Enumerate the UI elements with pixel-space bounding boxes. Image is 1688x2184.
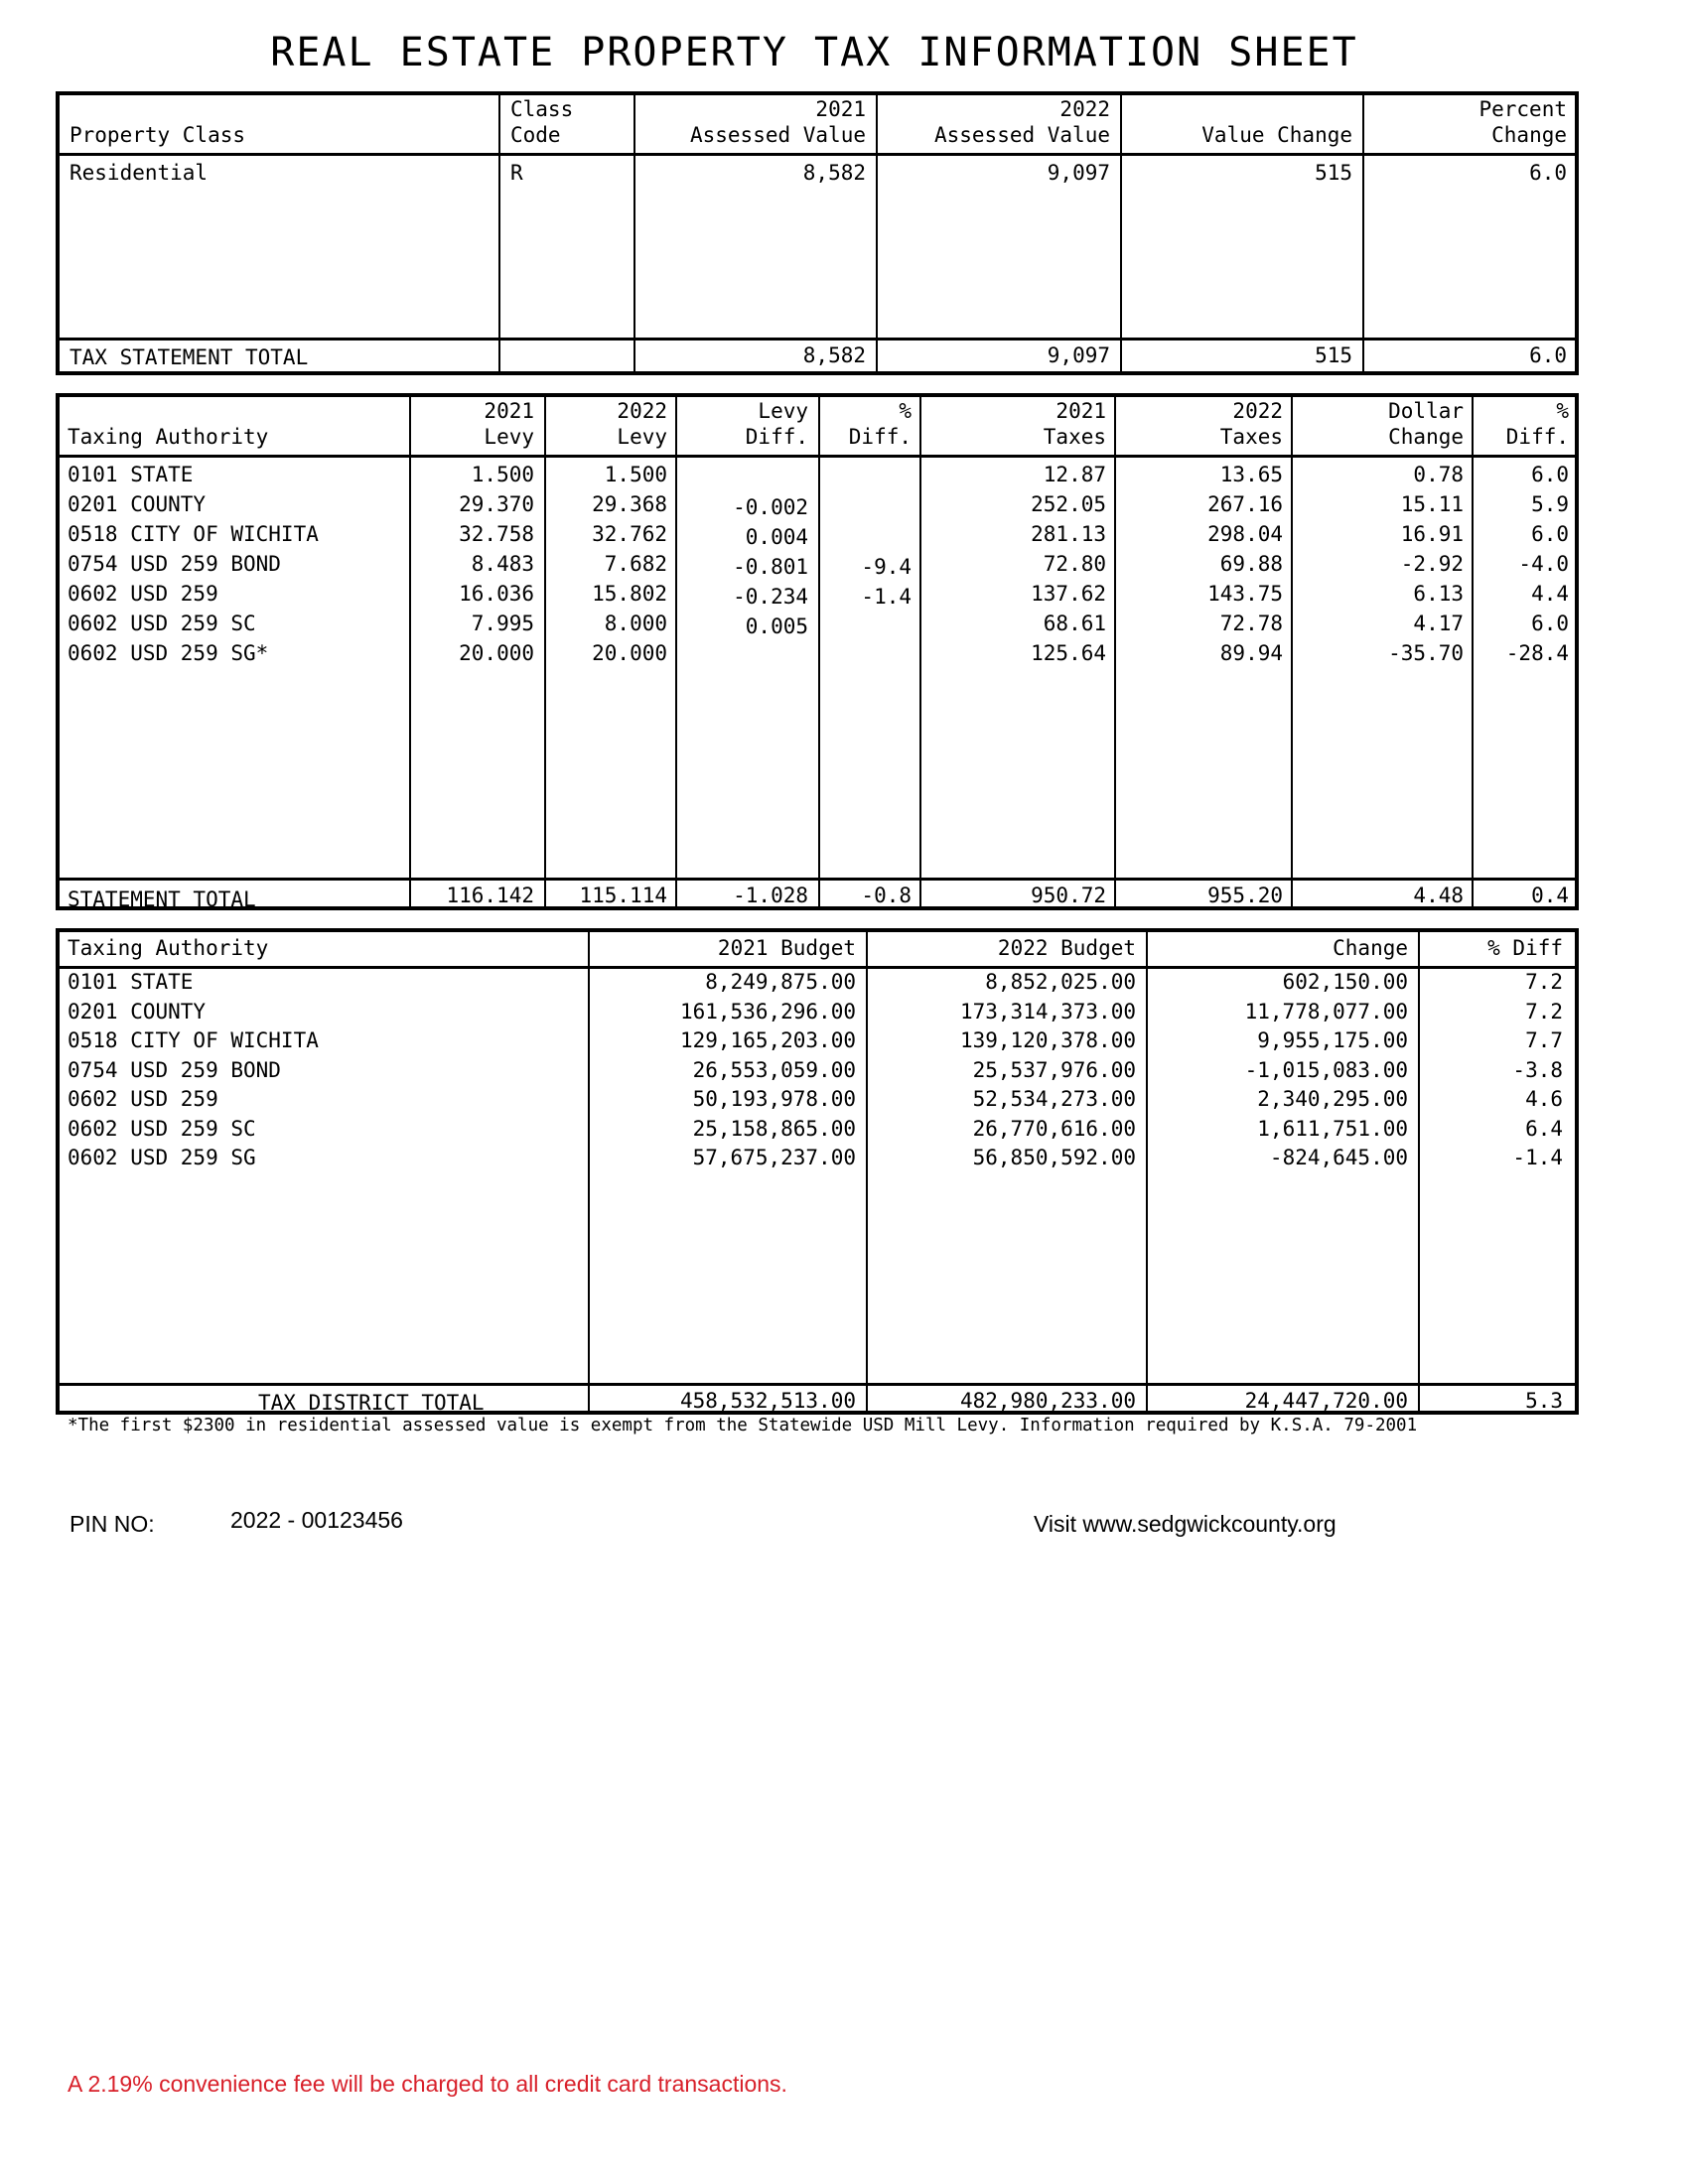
total-pct-diff: 5.3 xyxy=(1525,1389,1563,1413)
header-tax-pct-diff-line1: % xyxy=(1556,399,1569,423)
header-levy-diff-line2: Diff. xyxy=(745,425,808,449)
header-levy-2021-line1: 2021 xyxy=(484,399,534,423)
cell-budget-2022: 139,120,378.00 xyxy=(959,1028,1136,1052)
cell-taxes-2021: 137.62 xyxy=(1031,582,1106,606)
cell-budget-2022: 25,537,976.00 xyxy=(972,1057,1136,1082)
cell-change: 11,778,077.00 xyxy=(1244,999,1408,1024)
cell-taxes-2021: 252.05 xyxy=(1031,492,1106,516)
cell-authority: 0602 USD 259 SC xyxy=(68,612,256,635)
visit-website-text: Visit www.sedgwickcounty.org xyxy=(1034,1511,1336,1537)
header-pct-diff-line1: % xyxy=(899,399,912,423)
total-levy-2021: 116.142 xyxy=(446,884,534,907)
total-budget-2022: 482,980,233.00 xyxy=(959,1389,1136,1413)
total-dollar-change: 4.48 xyxy=(1413,884,1464,907)
cell-change: 9,955,175.00 xyxy=(1257,1028,1408,1052)
cell-tax-pct-diff: 4.4 xyxy=(1531,582,1569,606)
cell-levy-2022: 32.762 xyxy=(592,522,667,546)
total-budget-2021: 458,532,513.00 xyxy=(679,1389,856,1413)
total-label: TAX DISTRICT TOTAL xyxy=(258,1391,485,1415)
header-assessed-2021-line2: Assessed Value xyxy=(689,123,866,147)
cell-levy-diff: -0.002 xyxy=(733,495,808,519)
cell-change: 602,150.00 xyxy=(1282,970,1408,994)
cell-levy-2022: 29.368 xyxy=(592,492,667,516)
cell-authority: 0101 STATE xyxy=(68,463,194,486)
property-table xyxy=(56,91,1579,375)
cell-levy-2022: 20.000 xyxy=(592,641,667,665)
cell-budget-2022: 52,534,273.00 xyxy=(972,1087,1136,1111)
header-dollar-change-line1: Dollar xyxy=(1388,399,1464,423)
cell-taxes-2022: 69.88 xyxy=(1219,552,1283,576)
total-levy-2022: 115.114 xyxy=(579,884,667,907)
cell-pct-diff: -9.4 xyxy=(861,555,912,579)
cell-pct-diff: 4.6 xyxy=(1525,1087,1563,1111)
cell-tax-pct-diff: -28.4 xyxy=(1505,641,1569,665)
cell-dollar-change: 4.17 xyxy=(1413,612,1464,635)
total-pct-diff: -0.8 xyxy=(861,884,912,907)
cell-budget-2021: 8,249,875.00 xyxy=(705,970,856,994)
cell-budget-2022: 173,314,373.00 xyxy=(959,999,1136,1024)
page-title: REAL ESTATE PROPERTY TAX INFORMATION SHEET xyxy=(270,30,1358,75)
cell-tax-pct-diff: 5.9 xyxy=(1531,492,1569,516)
cell-levy-2021: 20.000 xyxy=(459,641,534,665)
cell-levy-diff: -0.234 xyxy=(733,585,808,609)
cell-taxes-2022: 267.16 xyxy=(1207,492,1283,516)
header-taxes-2022-line2: Taxes xyxy=(1219,425,1283,449)
total-taxes-2021: 950.72 xyxy=(1031,884,1106,907)
cell-dollar-change: 6.13 xyxy=(1413,582,1464,606)
header-class-code-line2: Code xyxy=(510,123,561,147)
cell-budget-2021: 57,675,237.00 xyxy=(692,1146,856,1169)
header-value-change: Value Change xyxy=(1201,123,1352,147)
cell-levy-diff: -0.801 xyxy=(733,555,808,579)
header-property-class: Property Class xyxy=(70,123,246,147)
cell-change: 2,340,295.00 xyxy=(1257,1087,1408,1111)
header-taxing-authority: Taxing Authority xyxy=(68,936,269,960)
header-percent-change-line2: Change xyxy=(1491,123,1567,147)
cell-dollar-change: 15.11 xyxy=(1400,492,1464,516)
cell-authority: 0602 USD 259 SC xyxy=(68,1116,256,1141)
header-class-code-line1: Class xyxy=(510,97,574,121)
cell-authority: 0201 COUNTY xyxy=(68,492,207,516)
header-taxes-2022-line1: 2022 xyxy=(1232,399,1283,423)
percent-change-value: 6.0 xyxy=(1529,161,1567,185)
header-budget-2022: 2022 Budget xyxy=(997,936,1136,960)
cell-authority: 0201 COUNTY xyxy=(68,999,207,1024)
cell-levy-2021: 29.370 xyxy=(459,492,534,516)
cell-budget-2021: 50,193,978.00 xyxy=(692,1087,856,1111)
cell-authority: 0602 USD 259 xyxy=(68,1087,218,1111)
header-taxing-authority: Taxing Authority xyxy=(68,425,269,449)
cell-levy-2022: 7.682 xyxy=(604,552,667,576)
assessed-2022-value: 9,097 xyxy=(1047,161,1110,185)
cell-taxes-2021: 72.80 xyxy=(1043,552,1106,576)
cell-taxes-2022: 298.04 xyxy=(1207,522,1283,546)
total-levy-diff: -1.028 xyxy=(733,884,808,907)
cell-change: -1,015,083.00 xyxy=(1244,1057,1408,1082)
total-assessed-2022: 9,097 xyxy=(1047,343,1110,367)
header-levy-diff-line1: Levy xyxy=(758,399,808,423)
cell-budget-2022: 56,850,592.00 xyxy=(972,1146,1136,1169)
cell-taxes-2021: 12.87 xyxy=(1043,463,1106,486)
header-pct-diff: % Diff xyxy=(1487,936,1563,960)
header-levy-2022-line2: Levy xyxy=(617,425,667,449)
cell-levy-2021: 8.483 xyxy=(471,552,534,576)
value-change-value: 515 xyxy=(1315,161,1352,185)
header-pct-diff-line2: Diff. xyxy=(848,425,912,449)
cell-authority: 0518 CITY OF WICHITA xyxy=(68,522,319,546)
cell-levy-2021: 7.995 xyxy=(471,612,534,635)
header-dollar-change-line2: Change xyxy=(1388,425,1464,449)
cell-levy-2022: 15.802 xyxy=(592,582,667,606)
cell-taxes-2022: 13.65 xyxy=(1219,463,1283,486)
cell-pct-diff: -3.8 xyxy=(1512,1057,1563,1082)
cell-levy-2022: 1.500 xyxy=(604,463,667,486)
cell-budget-2021: 161,536,296.00 xyxy=(679,999,856,1024)
cell-authority: 0101 STATE xyxy=(68,970,194,994)
total-label: TAX STATEMENT TOTAL xyxy=(70,345,309,369)
cell-taxes-2021: 68.61 xyxy=(1043,612,1106,635)
cell-levy-diff: 0.004 xyxy=(745,525,808,549)
cell-authority: 0518 CITY OF WICHITA xyxy=(68,1028,319,1052)
cell-dollar-change: 16.91 xyxy=(1400,522,1464,546)
cell-dollar-change: -35.70 xyxy=(1388,641,1464,665)
header-taxes-2021-line2: Taxes xyxy=(1043,425,1106,449)
levy-table xyxy=(56,393,1579,910)
header-taxes-2021-line1: 2021 xyxy=(1055,399,1106,423)
cell-change: 1,611,751.00 xyxy=(1257,1116,1408,1141)
pin-label: PIN NO: xyxy=(70,1511,155,1537)
cell-budget-2021: 26,553,059.00 xyxy=(692,1057,856,1082)
header-levy-2022-line1: 2022 xyxy=(617,399,667,423)
cell-levy-2021: 32.758 xyxy=(459,522,534,546)
total-taxes-2022: 955.20 xyxy=(1207,884,1283,907)
cell-tax-pct-diff: 6.0 xyxy=(1531,612,1569,635)
cell-budget-2021: 25,158,865.00 xyxy=(692,1116,856,1141)
header-budget-2021: 2021 Budget xyxy=(717,936,856,960)
cell-levy-diff: 0.005 xyxy=(745,614,808,638)
cell-pct-diff: 7.7 xyxy=(1525,1028,1563,1052)
cell-authority: 0602 USD 259 SG* xyxy=(68,641,269,665)
footnote: *The first $2300 in residential assessed value is exempt from the Statewide USD Mill Levy. Information required by K.S.A. 79-2001 xyxy=(68,1416,1418,1435)
cell-levy-2021: 16.036 xyxy=(459,582,534,606)
assessed-2021-value: 8,582 xyxy=(802,161,866,185)
convenience-fee-notice: A 2.19% convenience fee will be charged to all credit card transactions. xyxy=(68,2071,787,2097)
cell-taxes-2022: 143.75 xyxy=(1207,582,1283,606)
header-assessed-2022-line2: Assessed Value xyxy=(933,123,1110,147)
total-label: STATEMENT TOTAL xyxy=(68,887,256,911)
header-tax-pct-diff-line2: Diff. xyxy=(1505,425,1569,449)
header-percent-change-line1: Percent xyxy=(1478,97,1567,121)
cell-authority: 0754 USD 259 BOND xyxy=(68,1057,281,1082)
cell-levy-2022: 8.000 xyxy=(604,612,667,635)
cell-levy-2021: 1.500 xyxy=(471,463,534,486)
total-value-change: 515 xyxy=(1315,343,1352,367)
cell-dollar-change: -2.92 xyxy=(1400,552,1464,576)
cell-authority: 0754 USD 259 BOND xyxy=(68,552,281,576)
cell-change: -824,645.00 xyxy=(1269,1146,1408,1169)
cell-taxes-2021: 125.64 xyxy=(1031,641,1106,665)
cell-pct-diff: 7.2 xyxy=(1525,970,1563,994)
budget-table xyxy=(56,928,1579,1415)
cell-taxes-2021: 281.13 xyxy=(1031,522,1106,546)
cell-taxes-2022: 89.94 xyxy=(1219,641,1283,665)
total-percent-change: 6.0 xyxy=(1529,343,1567,367)
cell-tax-pct-diff: 6.0 xyxy=(1531,522,1569,546)
cell-authority: 0602 USD 259 xyxy=(68,582,218,606)
cell-pct-diff: 6.4 xyxy=(1525,1116,1563,1141)
total-tax-pct-diff: 0.4 xyxy=(1531,884,1569,907)
cell-dollar-change: 0.78 xyxy=(1413,463,1464,486)
header-change: Change xyxy=(1333,936,1408,960)
header-assessed-2022-line1: 2022 xyxy=(1059,97,1110,121)
total-change: 24,447,720.00 xyxy=(1244,1389,1408,1413)
cell-taxes-2022: 72.78 xyxy=(1219,612,1283,635)
total-assessed-2021: 8,582 xyxy=(802,343,866,367)
cell-budget-2021: 129,165,203.00 xyxy=(679,1028,856,1052)
header-levy-2021-line2: Levy xyxy=(484,425,534,449)
cell-tax-pct-diff: 6.0 xyxy=(1531,463,1569,486)
cell-authority: 0602 USD 259 SG xyxy=(68,1146,256,1169)
cell-budget-2022: 8,852,025.00 xyxy=(985,970,1136,994)
property-class-value: Residential xyxy=(70,161,209,185)
pin-value: 2022 - 00123456 xyxy=(230,1507,403,1533)
cell-tax-pct-diff: -4.0 xyxy=(1518,552,1569,576)
cell-pct-diff: -1.4 xyxy=(1512,1146,1563,1169)
cell-budget-2022: 26,770,616.00 xyxy=(972,1116,1136,1141)
header-assessed-2021-line1: 2021 xyxy=(815,97,866,121)
cell-pct-diff: -1.4 xyxy=(861,585,912,609)
cell-pct-diff: 7.2 xyxy=(1525,999,1563,1024)
class-code-value: R xyxy=(510,161,523,185)
